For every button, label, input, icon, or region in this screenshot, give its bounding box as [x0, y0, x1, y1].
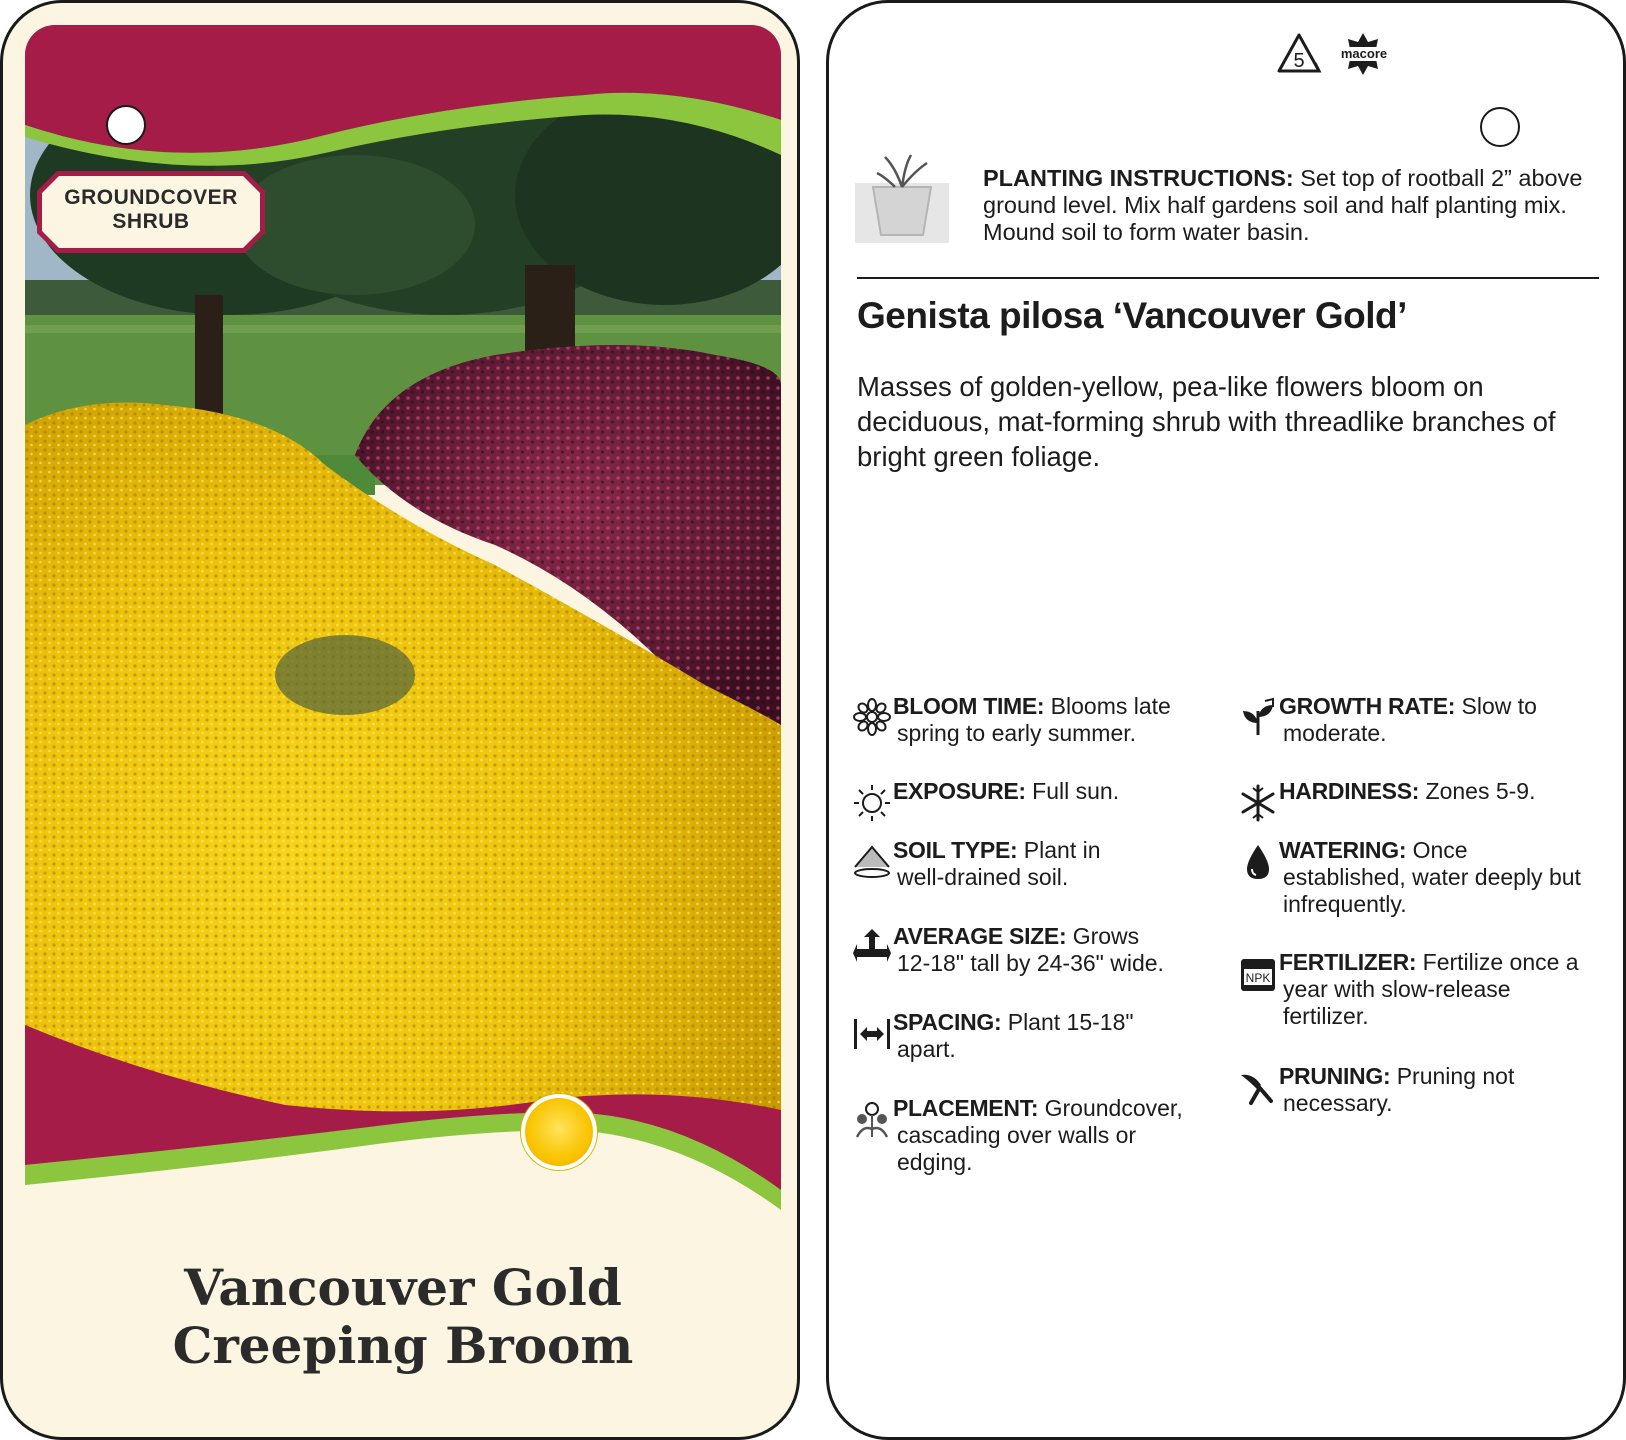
hang-hole [1480, 107, 1520, 147]
water-drop-icon [1239, 841, 1277, 881]
divider [857, 277, 1599, 279]
plant-description: Masses of golden-yellow, pea-like flowers bloom on deciduous, mat-forming shrub with threadlike branches of bright green foliage. [857, 371, 1556, 472]
planting-label: PLANTING INSTRUCTIONS: [983, 165, 1294, 191]
attr-text: Once [1406, 837, 1468, 863]
recycle-icon [1275, 29, 1405, 89]
attr-label: PRUNING: [1279, 1063, 1391, 1089]
attr-label: BLOOM TIME: [893, 693, 1045, 719]
attr-cont: apart. [897, 1036, 956, 1062]
attr-cont: spring to early summer. [897, 720, 1137, 746]
hang-hole [106, 105, 146, 145]
planting-instructions [855, 149, 1595, 249]
attr-text: Blooms late [1044, 693, 1171, 719]
badge-line-1: GROUNDCOVER [64, 186, 238, 209]
attr-text: Zones 5-9. [1419, 778, 1536, 804]
attr-text: Plant 15-18" [1001, 1009, 1134, 1035]
planting-text: Set top of rootball 2” above ground level. Mix half gardens soil and half planting mix. Mound soil to form water basin. [983, 165, 1583, 245]
attr-label: PLACEMENT: [893, 1095, 1039, 1121]
attr-cont: moderate. [1283, 720, 1387, 746]
soil-icon [853, 841, 891, 881]
logo-row [1275, 29, 1405, 89]
size-icon [853, 927, 891, 967]
sun-icon [853, 782, 891, 822]
pruning-icon [1239, 1067, 1277, 1107]
snowflake-icon [1239, 782, 1277, 822]
attr-label: AVERAGE SIZE: [893, 923, 1067, 949]
attr-label: GROWTH RATE: [1279, 693, 1456, 719]
attr-cont: well-drained soil. [897, 864, 1069, 890]
full-sun-icon [521, 1094, 597, 1170]
attr-text: Slow to [1455, 693, 1537, 719]
attr-label: FERTILIZER: [1279, 949, 1417, 975]
attr-label: SPACING: [893, 1009, 1002, 1035]
common-name-line-1: Vancouver Gold [184, 1258, 622, 1317]
attr-text: Pruning not [1390, 1063, 1515, 1089]
flower-icon [853, 697, 891, 737]
tag-front [0, 0, 800, 1440]
spacing-icon [853, 1013, 891, 1053]
attr-label: HARDINESS: [1279, 778, 1420, 804]
placement-icon [853, 1099, 891, 1139]
attr-label: SOIL TYPE: [893, 837, 1018, 863]
attr-text: Grows [1066, 923, 1140, 949]
tag-back [826, 0, 1626, 1440]
category-badge [37, 171, 265, 253]
common-name [3, 1259, 800, 1375]
svg-text:NPK: NPK [1245, 971, 1271, 985]
fertilizer-icon [1239, 953, 1277, 993]
attr-label: WATERING: [1279, 837, 1407, 863]
attr-text: Plant in [1017, 837, 1101, 863]
scientific-name: Genista pilosa ‘Vancouver Gold’ [857, 295, 1407, 336]
plant-pot-icon [855, 153, 949, 247]
attr-cont: cascading over walls or edging. [897, 1122, 1137, 1175]
attr-text: Full sun. [1025, 778, 1120, 804]
attr-cont: 12-18" tall by 24-36" wide. [897, 950, 1164, 976]
attr-cont: established, water deeply but infrequently. [1283, 864, 1581, 917]
growth-icon [1239, 697, 1277, 737]
attr-text: Fertilize once a [1416, 949, 1579, 975]
attr-cont: year with slow-release fertilizer. [1283, 976, 1511, 1029]
common-name-line-2: Creeping Broom [172, 1316, 634, 1375]
attr-label: EXPOSURE: [893, 778, 1026, 804]
attr-text: Groundcover, [1038, 1095, 1183, 1121]
attr-cont: necessary. [1283, 1090, 1393, 1116]
badge-line-2: SHRUB [112, 210, 190, 233]
brand-logo: macore [1340, 46, 1388, 61]
recycle-number: 5 [1293, 50, 1305, 72]
